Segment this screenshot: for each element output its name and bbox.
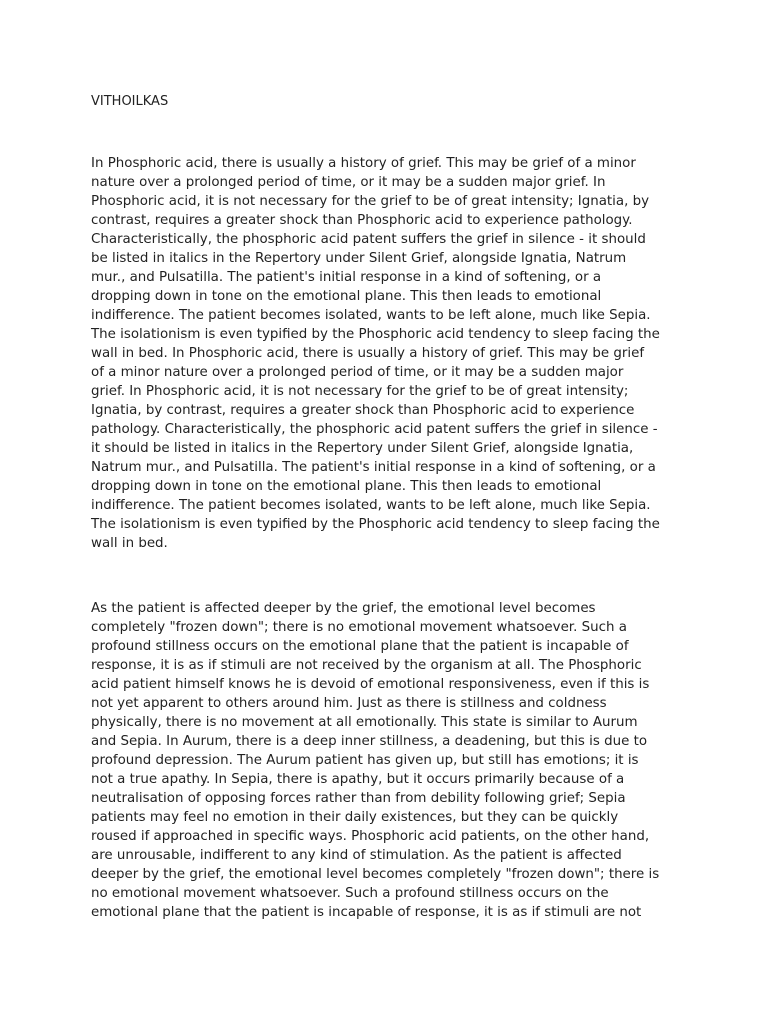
text-line: of a minor nature over a prolonged period of time, or it may be a sudden major (91, 365, 624, 380)
text-line: Ignatia, by contrast, requires a greater shock than Phosphoric acid to experience (91, 403, 635, 418)
text-line: indifference. The patient becomes isolated, wants to be left alone, much like Sepia. (91, 308, 651, 323)
document-title: VITHOILKAS (91, 94, 169, 109)
text-line: profound stillness occurs on the emotional plane that the patient is incapable of (91, 639, 629, 654)
text-line: and Sepia. In Aurum, there is a deep inner stillness, a deadening, but this is due to (91, 734, 648, 749)
text-line: deeper by the grief, the emotional level becomes completely "frozen down"; there is (91, 867, 660, 882)
text-line: acid patient himself knows he is devoid of emotional responsiveness, even if this is (91, 677, 650, 692)
text-line: not yet apparent to others around him. Just as there is stillness and coldness (91, 696, 607, 711)
text-line: no emotional movement whatsoever. Such a profound stillness occurs on the (91, 886, 609, 901)
text-line: Characteristically, the phosphoric acid patent suffers the grief in silence - it should (91, 232, 646, 247)
text-line: wall in bed. (91, 536, 168, 551)
text-line: wall in bed. In Phosphoric acid, there is usually a history of grief. This may be grief (91, 346, 645, 361)
text-line: contrast, requires a greater shock than Phosphoric acid to experience pathology. (91, 213, 633, 228)
paragraph-2 (91, 599, 691, 922)
text-line: indifference. The patient becomes isolated, wants to be left alone, much like Sepia. (91, 498, 651, 513)
text-line: neutralisation of opposing forces rather than from debility following grief; Sepia (91, 791, 626, 806)
text-line: profound depression. The Aurum patient has given up, but still has emotions; it is (91, 753, 639, 768)
text-line: As the patient is affected deeper by the grief, the emotional level becomes (91, 601, 596, 616)
text-line: pathology. Characteristically, the phosphoric acid patent suffers the grief in silence - (91, 422, 658, 437)
text-line: Natrum mur., and Pulsatilla. The patient's initial response in a kind of softening, or a (91, 460, 656, 475)
text-line: Phosphoric acid, it is not necessary for the grief to be of great intensity; Ignatia, by (91, 194, 650, 209)
text-line: mur., and Pulsatilla. The patient's initial response in a kind of softening, or a (91, 270, 602, 285)
text-line: roused if approached in specific ways. Phosphoric acid patients, on the other hand, (91, 829, 650, 844)
text-line: nature over a prolonged period of time, or it may be a sudden major grief. In (91, 175, 606, 190)
text-line: be listed in italics in the Repertory under Silent Grief, alongside Ignatia, Natrum (91, 251, 627, 266)
text-line: completely "frozen down"; there is no emotional movement whatsoever. Such a (91, 620, 627, 635)
text-line: emotional plane that the patient is incapable of response, it is as if stimuli are not (91, 905, 642, 920)
text-line: grief. In Phosphoric acid, it is not necessary for the grief to be of great intensity; (91, 384, 629, 399)
text-line: patients may feel no emotion in their daily existences, but they can be quickly (91, 810, 619, 825)
text-line: dropping down in tone on the emotional plane. This then leads to emotional (91, 289, 602, 304)
text-line: In Phosphoric acid, there is usually a history of grief. This may be grief of a minor (91, 156, 636, 171)
text-line: response, it is as if stimuli are not received by the organism at all. The Phosphoric (91, 658, 642, 673)
text-line: not a true apathy. In Sepia, there is apathy, but it occurs primarily because of a (91, 772, 625, 787)
text-line: are unrousable, indifferent to any kind of stimulation. As the patient is affected (91, 848, 622, 863)
text-line: it should be listed in italics in the Repertory under Silent Grief, alongside Ignatia, (91, 441, 634, 456)
text-line: physically, there is no movement at all emotionally. This state is similar to Aurum (91, 715, 638, 730)
paragraph-1 (91, 154, 691, 553)
text-line: The isolationism is even typified by the Phosphoric acid tendency to sleep facing the (91, 517, 660, 532)
text-line: The isolationism is even typified by the Phosphoric acid tendency to sleep facing the (91, 327, 660, 342)
text-line: dropping down in tone on the emotional plane. This then leads to emotional (91, 479, 602, 494)
